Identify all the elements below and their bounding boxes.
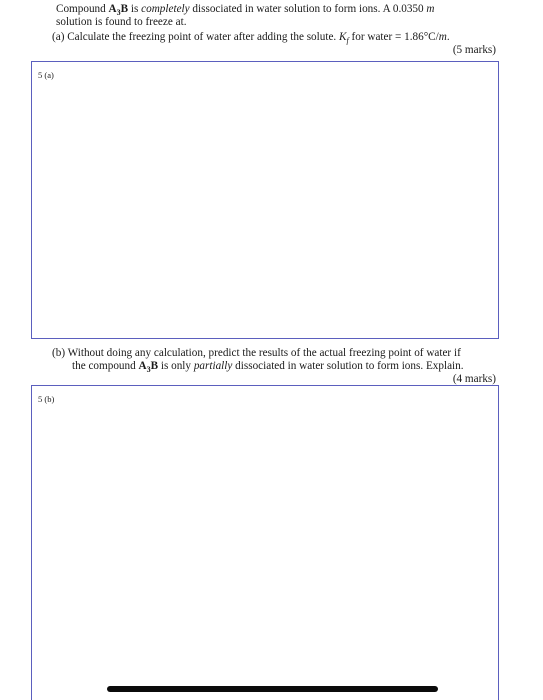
compound-formula	[108, 3, 129, 18]
intro-unit: m	[426, 3, 435, 15]
kf-k: K	[339, 31, 347, 43]
part-b-question-line-1: (b) Without doing any calculation, predict the results of the actual freezing point of water if	[52, 347, 461, 359]
part-a-text-2: for water = 1.86°C/	[348, 31, 439, 43]
intro-emphasis: completely	[141, 3, 190, 15]
compound-b: B	[150, 360, 159, 372]
intro-text-3: dissociated in water solution to form ions. A 0.0350	[189, 3, 427, 15]
answer-box-b[interactable]	[31, 385, 499, 700]
part-b-question-line-2	[72, 360, 464, 376]
compound-a: A	[108, 3, 117, 15]
question-intro-line-2: solution is found to freeze at.	[56, 16, 187, 28]
answer-box-b-label: 5 (b)	[38, 394, 55, 404]
part-a-period: .	[446, 31, 450, 43]
part-b-marks: (4 marks)	[452, 373, 496, 385]
part-b-emphasis: partially	[193, 360, 233, 372]
compound-subscript: 3	[146, 365, 151, 375]
answer-box-a-label: 5 (a)	[38, 70, 54, 80]
part-a-question	[52, 31, 450, 47]
home-indicator-bar[interactable]	[107, 686, 438, 692]
answer-box-a[interactable]	[31, 61, 499, 339]
kf-subscript: f	[346, 36, 349, 46]
intro-text-2: is	[128, 3, 142, 15]
compound-formula-b	[138, 360, 159, 375]
kf-symbol	[339, 31, 349, 46]
compound-a: A	[138, 360, 147, 372]
part-a-unit: m	[438, 31, 447, 43]
intro-text: Compound	[56, 3, 109, 15]
part-b-text-2: is only	[158, 360, 194, 372]
compound-b: B	[120, 3, 129, 15]
part-b-text: the compound	[72, 360, 139, 372]
compound-subscript: 3	[116, 8, 121, 18]
part-a-marks: (5 marks)	[452, 44, 496, 56]
part-b-text-3: dissociated in water solution to form ions. Explain.	[232, 360, 464, 372]
part-a-text: (a) Calculate the freezing point of water after adding the solute.	[52, 31, 340, 43]
